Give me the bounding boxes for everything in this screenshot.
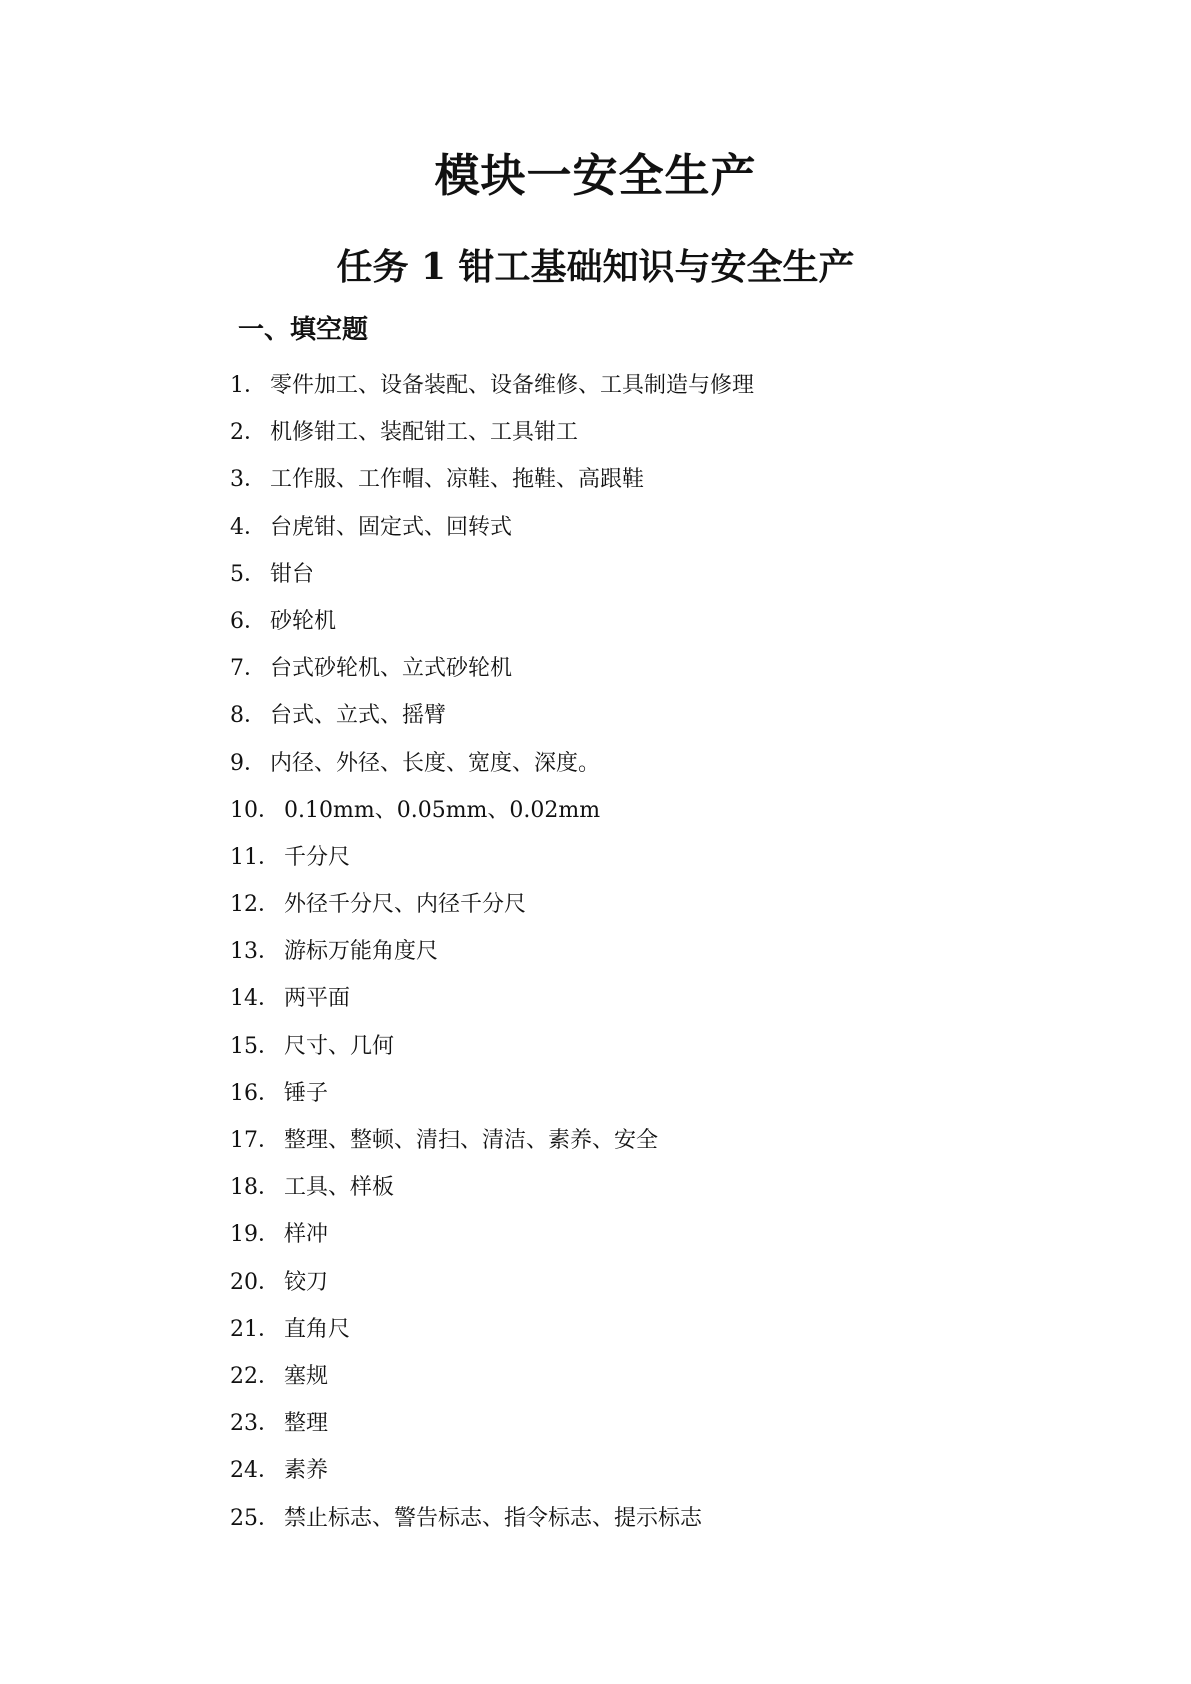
answer-number: 21． — [230, 1316, 280, 1342]
answer-number: 1． — [230, 373, 266, 398]
answer-number: 4． — [230, 514, 266, 540]
answer-number: 8． — [230, 703, 266, 729]
answer-item — [230, 1360, 754, 1407]
answer-number: 7． — [230, 656, 266, 682]
answer-item — [230, 1454, 754, 1501]
answer-number: 23． — [230, 1411, 280, 1437]
answer-text: 外径千分尺、内径千分尺 — [284, 892, 527, 918]
answer-item — [230, 888, 754, 935]
answer-item — [230, 1313, 754, 1360]
answer-number: 9． — [230, 750, 266, 776]
answer-text: 台式砂轮机、立式砂轮机 — [270, 656, 513, 682]
answer-item — [230, 1218, 754, 1265]
answer-text: 台式、立式、摇臂 — [270, 703, 447, 729]
answer-item — [230, 1124, 754, 1171]
answer-item — [230, 558, 754, 605]
answer-text: 锤子 — [284, 1080, 329, 1106]
answer-text: 千分尺 — [284, 844, 351, 870]
answer-item — [230, 605, 754, 652]
answer-number: 17． — [230, 1128, 280, 1153]
answer-number: 13． — [230, 939, 280, 965]
answer-number: 12． — [230, 892, 280, 918]
answer-text: 内径、外径、长度、宽度、深度。 — [270, 750, 601, 776]
answer-number: 20． — [230, 1269, 280, 1295]
answer-item — [230, 1502, 754, 1549]
answer-list — [230, 369, 754, 1549]
answer-number: 19． — [230, 1222, 280, 1248]
answer-number: 11． — [230, 844, 280, 870]
answer-text: 工具、样板 — [284, 1175, 395, 1201]
answer-item — [230, 699, 754, 746]
answer-text: 机修钳工、装配钳工、工具钳工 — [270, 420, 579, 446]
answer-item — [230, 1030, 754, 1077]
answer-item — [230, 841, 754, 888]
answer-number: 25． — [230, 1505, 280, 1531]
answer-text: 样冲 — [284, 1222, 329, 1248]
answer-text: 素养 — [284, 1458, 329, 1484]
answer-number: 16． — [230, 1080, 280, 1106]
answer-item — [230, 1407, 754, 1454]
answer-text: 零件加工、设备装配、设备维修、工具制造与修理 — [270, 373, 755, 398]
answer-number: 22． — [230, 1363, 280, 1389]
answer-number: 10． — [230, 797, 280, 823]
answer-item — [230, 1266, 754, 1313]
answer-number: 5． — [230, 561, 266, 587]
answer-item — [230, 935, 754, 982]
answer-number: 14． — [230, 986, 280, 1012]
answer-number: 15． — [230, 1033, 280, 1059]
answer-text: 铰刀 — [284, 1269, 329, 1295]
answer-text: 整理 — [284, 1411, 329, 1437]
answer-item — [230, 1077, 754, 1124]
answer-text: 0.10mm、0.05mm、0.02mm — [284, 797, 601, 823]
answer-number: 18． — [230, 1175, 280, 1201]
answer-number: 24． — [230, 1458, 280, 1484]
answer-text: 钳台 — [270, 561, 315, 587]
answer-item — [230, 511, 754, 558]
answer-item — [230, 463, 754, 510]
answer-text: 直角尺 — [284, 1316, 351, 1342]
answer-item — [230, 794, 754, 841]
section-heading: 一、填空题 — [238, 315, 369, 345]
answer-item — [230, 747, 754, 794]
answer-text: 台虎钳、固定式、回转式 — [270, 514, 513, 540]
answer-text: 整理、整顿、清扫、清洁、素养、安全 — [284, 1128, 659, 1153]
answer-text: 砂轮机 — [270, 608, 337, 634]
answer-text: 塞规 — [284, 1363, 329, 1389]
task-title: 任务 1 钳工基础知识与安全生产 — [336, 246, 855, 288]
answer-text: 两平面 — [284, 986, 351, 1012]
answer-text: 禁止标志、警告标志、指令标志、提示标志 — [284, 1505, 703, 1531]
answer-item — [230, 982, 754, 1029]
answer-text: 工作服、工作帽、凉鞋、拖鞋、高跟鞋 — [270, 467, 645, 493]
answer-text: 尺寸、几何 — [284, 1033, 395, 1059]
answer-item — [230, 369, 754, 416]
module-title: 模块一安全生产 — [434, 149, 757, 202]
answer-number: 6． — [230, 608, 266, 634]
answer-item — [230, 1171, 754, 1218]
answer-number: 3． — [230, 467, 266, 493]
answer-item — [230, 416, 754, 463]
answer-item — [230, 652, 754, 699]
answer-text: 游标万能角度尺 — [284, 939, 439, 965]
answer-number: 2． — [230, 420, 266, 446]
